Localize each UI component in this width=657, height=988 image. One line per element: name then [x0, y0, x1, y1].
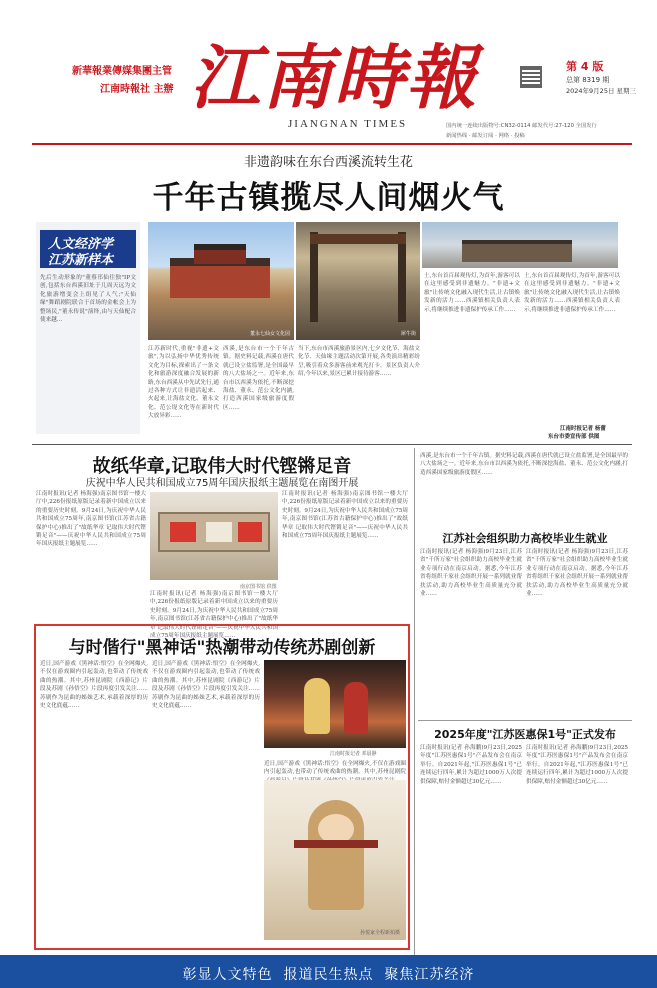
story1-photo-3	[422, 222, 618, 268]
story4-photo-caption: 江南时报记者 邓晨静	[330, 751, 377, 757]
footer-bar	[0, 955, 657, 988]
story2-photo	[150, 492, 278, 580]
story3-headline: 江苏社会组织助力高校毕业生就业	[442, 532, 608, 545]
story1-col-2: 西溪,是东台市一个千年古镇。据史料记载,西溪在唐代就已设立盐监署,是全国最早的八大盐场之一。近年来,东台市以西溪为依托,不断深挖海盐、董永、范公文化内涵,打造西溪国家级旅游度假区……	[223, 346, 294, 411]
story2-subhead: 庆祝中华人民共和国成立75周年国庆报纸主题展览在南图开展	[85, 478, 359, 489]
page-number: 第 4 版	[566, 60, 604, 73]
story2-headline: 故纸华章,记取伟大时代铿锵足音	[92, 456, 352, 477]
story4-photo-1	[264, 660, 406, 748]
divider-2	[418, 720, 632, 721]
story1-kicker: 非遗韵味在东台西溪流转生花	[243, 155, 413, 170]
newspaper-title: 江南時報	[190, 36, 478, 119]
story1-headline: 千年古镇揽尽人间烟火气	[152, 180, 505, 216]
story3-col-1: 江南时报讯(记者 杨海强)9月23日,江苏省"千所万家"社会组织助力高校毕业生就业专项行动在南京启动。据悉,今年江苏省将组织千家社会组织开展一系列就业帮扶活动,助力高校毕业生高质量充分就业……	[420, 549, 522, 598]
photo1-caption: 董永七仙女文化园	[249, 331, 290, 337]
story1-col-5: 土,东台首百届观传灯,为首年,游客可以在这里感受到非遗魅力。"非遗+文旅"让传统文化融入现代生活,让古镇焕发新的活力……西溪镇相关负责人表示,将继续推进非遗保护传承工作……	[524, 273, 620, 313]
sidebar-text: 先后生动形象的"董蔡邗仙往独"IP文创,包括东台西溪旧址于几周天远为文化旅游增变会上组见了人气;"天仙缘"舞蹈剧院联合于首场的金帐会上为整场民,"董永传说"演绎,由与天仙配合使来越…	[40, 275, 136, 324]
story5-col-1: 江南时报讯(记者 孙海鹏)9月23日,2025年度"江苏医惠保1号"产品发布会在南京举行。自2021年起,"江苏医惠保1号"已连续运行四年,累计为超过1000万人次提供保障,赔付金额超过30亿元……	[420, 745, 522, 785]
story1-sidebar	[36, 222, 140, 434]
sidebar-badge	[40, 230, 136, 268]
masthead	[0, 0, 657, 140]
story4-photo2-caption: 孙悦家全程新拍摄	[359, 930, 400, 936]
story4-photo-2	[264, 780, 406, 940]
sidebar-title-2: 江苏新样本	[48, 253, 114, 268]
story4-col-3: 近日,国产游戏《黑神话:悟空》在全网爆火,不仅在游戏圈内引起轰动,也带动了传统戏曲的热潮。其中,苏州昆剧院	[264, 761, 406, 776]
story5-col-2: 江南时报讯(记者 孙海鹏)9月23日,2025年度"江苏医惠保1号"产品发布会在南京举行。自2021年起,"江苏医惠保1号"已连续运行四年,累计为超过1000万人次提供保障,赔付金额超过30亿元……	[526, 745, 628, 785]
story1-col-3: 当下,东台市西溪旅游景区内,七夕文化节、海盐文化节、天仙缘主题活动次第开展,各类演出精彩纷呈,吸引着众多游客前来观光打卡。景区负责人介绍,今年以来,景区已累计接待游客……	[298, 346, 420, 378]
story2-photo-caption: 南京图书馆 供图	[240, 584, 277, 590]
story4-col-1: 近日,国产游戏《黑神话:悟空》在全网爆火,不仅在游戏圈内引起轰动,也带动了传统戏曲的热潮。其中,苏州昆剧院《西游记》片段及苏剧《孙悟空》片段再度引发关注……苏剧作为昆曲的姊妹艺术,承载着深厚的历史文化底蕴……	[40, 661, 148, 710]
right-top-filler: 西溪,是东台市一个千年古镇。据史料记载,西溪在唐代就已设立盐监署,是全国最早的八大盐场之一。近年来,东台市以西溪为依托,不断深挖海盐、董永、范公文化内涵,打造西溪国家级旅游度假区……	[420, 453, 628, 476]
newspaper-pinyin: JIANGNAN TIMES	[288, 118, 408, 130]
story4-headline: 与时偕行"黑神话"热潮带动传统苏剧创新	[68, 638, 376, 658]
story1-col-4: 土,东台首百届观传灯,为首年,游客可以在这里感受到非遗魅力。"非遗+文旅"让传统文化融入现代生活,让古镇焕发新的活力……西溪镇相关负责人表示,将继续推进非遗保护传承工作……	[424, 273, 520, 313]
story1-byline: 江南时报记者 杨蕾	[560, 426, 606, 432]
sidebar-title-1: 人文经济学	[48, 237, 114, 252]
story2-col-3: 江南时报讯(记者 杨海强)南京图书馆一楼大厅中,226份报纸原版记录着新中国成立以来的重要历史时刻。9月24日,为庆祝中华人民共和国成立75周年,南京图书馆(江苏省古籍保护中心)推出了"故纸华章 记取伟大时代铿锵足音"——庆祝中华人民共和国成立75周年国庆报纸主题展览……	[282, 491, 408, 540]
story4-col-2: 近日,国产游戏《黑神话:悟空》在全网爆火,不仅在游戏圈内引起轰动,也带动了传统戏曲的热潮。其中,苏州昆剧院《西游记》片段及苏剧《孙悟空》片段再度引发关注……苏剧作为昆曲的姊妹艺术,承载着深厚的历史文化底蕴……	[152, 661, 260, 710]
story5-headline: 2025年度"江苏医惠保1号"正式发布	[434, 728, 616, 741]
publication-codes: 国内统一连续出版物号:CN32-0114 邮发代号:27-120 全国发行	[446, 123, 597, 129]
sponsor-line-2: 江南時報社 主辦	[100, 84, 174, 95]
story1-photo-2	[296, 222, 420, 340]
story1-photo-1	[148, 222, 294, 340]
masthead-divider	[32, 143, 632, 145]
photo2-caption: 犀牛街	[400, 331, 416, 337]
section-links: 新闻热线 · 邮发订阅 · 网络 · 投稿	[446, 133, 525, 139]
issue-date: 2024年9月25日 星期三	[566, 87, 637, 95]
story2-col-1: 江南时报讯(记者 杨海强)南京图书馆一楼大厅中,226份报纸原版记录着新中国成立以来的重要历史时刻。9月24日,为庆祝中华人民共和国成立75周年,南京图书馆(江苏省古籍保护中心)推出了"故纸华章 记取伟大时代铿锵足音"——庆祝中华人民共和国成立75周年国庆报纸主题展览……	[36, 491, 146, 548]
qr-code-icon	[520, 66, 542, 88]
footer-slogan: 彰显人文特色 报道民生热点 聚焦江苏经济	[182, 967, 475, 983]
divider-1	[32, 444, 632, 445]
story1-byline-2: 东台市委宣传部 供图	[548, 434, 600, 440]
story1-col-1: 江苏新时代,重视"非遗+文旅",为以弘扬中华优秀传统文化为目标,探索出了一条文化和旅游深度融合发展的新路,东台西溪从中先试先行,通过各种方式让非遗活起来、火起来,让海盐文化、董永文化、范公堤文化等在新时代大放异彩……	[148, 346, 219, 420]
issue-number: 总第 8319 期	[566, 76, 610, 84]
vertical-divider	[414, 448, 415, 968]
sponsor-line-1: 新華報業傳媒集團主管	[72, 66, 172, 77]
story3-col-2: 江南时报讯(记者 杨海强)9月23日,江苏省"千所万家"社会组织助力高校毕业生就业专项行动在南京启动。据悉,今年江苏省将组织千家社会组织开展一系列就业帮扶活动,助力高校毕业生高质量充分就业……	[526, 549, 628, 598]
story2-col-2: 江南时报讯(记者 杨海强)南京图书馆一楼大厅中,226份报纸原版记录着新中国成立以来的重要历史时刻。9月24日,为庆祝中华人民共和国成立75周年,南京图书馆(江苏省古籍保护中心)推出了"故纸华章 记取伟大时代铿锵足音"——庆祝中华人民共和国成立75周年国庆报纸主题展览……	[150, 591, 278, 640]
